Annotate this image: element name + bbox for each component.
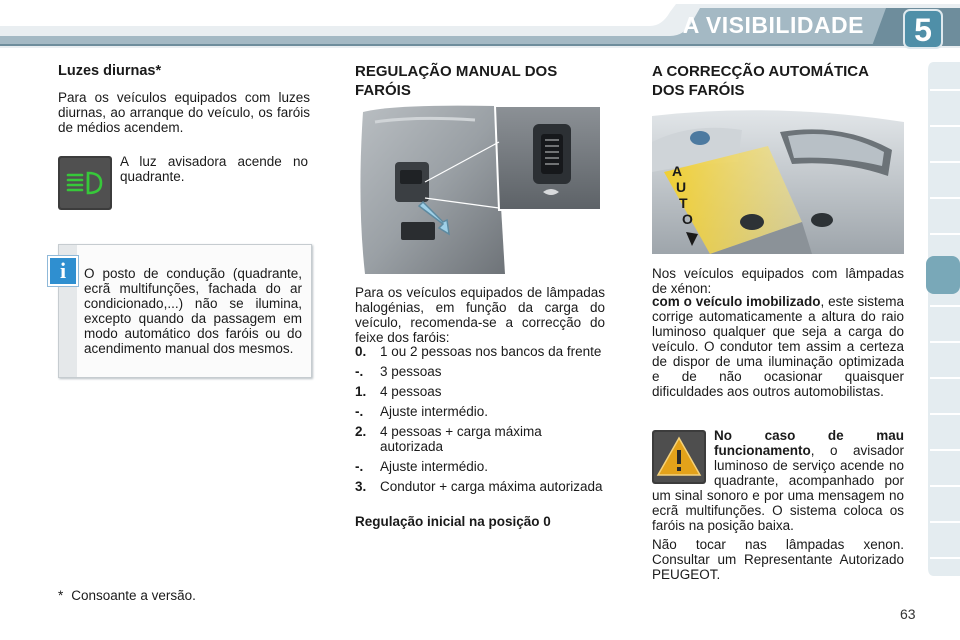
daytime-running-lamp-icon xyxy=(58,156,112,210)
chapter-number: 5 xyxy=(914,11,932,48)
malfunction-text xyxy=(652,428,904,533)
auto-correction-heading: A CORRECÇÃO AUTOMÁTICA DOS FARÓIS xyxy=(652,63,869,99)
auto-correction-body xyxy=(652,294,904,399)
manual-adjust-heading: REGULAÇÃO MANUAL DOS FARÓIS xyxy=(355,63,558,99)
footnote-mark: * xyxy=(58,588,64,603)
list-item: 2. 4 pessoas + carga máxima autorizada xyxy=(355,424,542,454)
indicator-text: A luz avisadora acende no quadrante. xyxy=(120,154,308,184)
footnote xyxy=(58,588,196,603)
stationary-lead: com o veículo imobilizado xyxy=(652,294,821,309)
list-item: 1. 4 pessoas xyxy=(355,384,442,399)
daylight-heading: Luzes diurnas* xyxy=(58,63,162,79)
list-item: 3. Condutor + carga máxima autorizada xyxy=(355,479,603,494)
daylight-intro: Para os veículos equipados com luzes diurnas, ao arranque do veículo, os faróis de médios acendem. xyxy=(58,90,310,135)
headlamp-dial-photo xyxy=(355,102,605,274)
page-number: 63 xyxy=(900,606,916,622)
info-text: O posto de condução (quadrante, ecrã multifunções, fachada do ar condicionado,...) não se ilumina, excepto quando da passagem em modo automático dos faróis ou do acendimento manual dos mesmos. xyxy=(84,266,302,356)
list-item: -. 3 pessoas xyxy=(355,364,442,379)
xenon-headlamp-photo xyxy=(652,102,904,258)
xenon-intro: Nos veículos equipados com lâmpadas de xénon: xyxy=(652,266,904,296)
auto-correction-text: , este sistema corrige automaticamente a altura do raio luminoso qualquer que seja a carga do veículo. O condutor tem assim a certeza de dispor de uma iluminação optimizada e de não ocasionar quaisquer dificuldades aos outros automobilistas. xyxy=(652,294,904,399)
load-position-list xyxy=(355,344,605,499)
list-item: -. Ajuste intermédio. xyxy=(355,404,489,419)
list-item: -. Ajuste intermédio. xyxy=(355,459,489,474)
chapter-title: A VISIBILIDADE xyxy=(682,12,864,38)
xenon-bulb-note: Não tocar nas lâmpadas xenon. Consultar um Representante Autorizado PEUGEOT. xyxy=(652,537,904,582)
auto-label-t: T xyxy=(679,195,688,211)
footnote-text: Consoante a versão. xyxy=(71,588,196,603)
malfunction-body: , o avisador luminoso de serviço acende no quadrante, acompanhado por um sinal sonoro e por uma mensagem no ecrã multifunções. O sistema coloca os faróis na posição baixa. xyxy=(652,443,904,533)
initial-setting-note: Regulação inicial na posição 0 xyxy=(355,514,551,529)
malfunction-lead: No caso de mau funcionamento xyxy=(714,428,904,458)
chapter-side-tabs[interactable] xyxy=(924,62,960,576)
auto-label-o: O xyxy=(682,211,693,227)
auto-label-u: U xyxy=(676,179,687,195)
auto-label-a: A xyxy=(672,163,683,179)
manual-adjust-intro: Para os veículos equipados de lâmpadas halogénias, em função da carga do veículo, recomenda-se a correcção do feixe dos faróis: xyxy=(355,285,605,345)
info-icon: i xyxy=(48,256,78,286)
list-item: 0. 1 ou 2 pessoas nos bancos da frente xyxy=(355,344,602,359)
